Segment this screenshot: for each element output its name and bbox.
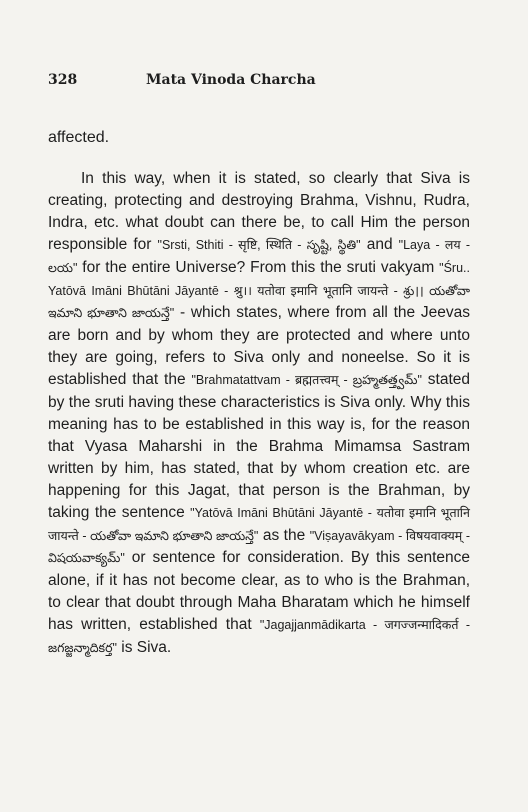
quoted-term: "Yatōvā Imāni Bhūtāni Jāyantē - यतोवा इमानि भूतानि जायन्ते - యతోవా ఇమాని భూతాని జాయన్తే": [48, 505, 470, 543]
quoted-term: "Śru.. Yatōvā Imāni Bhūtāni Jāyantē - श्रु।। यतोवा इमानि भूतानि जायन्ते - శ్రు।। యతోవా ఇమాని భూతాని జాయన్తే": [48, 260, 470, 321]
continued-text: affected.: [48, 129, 110, 146]
quoted-term: "Jagajjanmādikarta - जगज्जन्मादिकर्त - జగజ్జన్మాదికర్త": [48, 618, 470, 656]
page-number: 328: [48, 72, 78, 88]
text-run: is Siva.: [116, 639, 172, 657]
text-run: stated by the sruti having these characteristics is Siva only. Why this meaning has to be established in this way is, for the reason that Vyasa Maharshi in the Brahma Mimamsa Sastram written by him, has stated, that by whom creation etc. are happening for this Jagat, that person is the Brahman, by taking the sentence: [48, 371, 470, 521]
text-run: for the entire Universe? From this the sruti vakyam: [77, 258, 440, 276]
quoted-term: "Brahmatattvam - ब्रह्मतत्त्वम् - బ్రహ్మతత్త్వమ్": [191, 373, 422, 388]
main-paragraph: [48, 168, 470, 660]
quoted-term: "Viṣayavākyam - विषयवाक्यम् - విషయవాక్యమ్": [48, 528, 471, 566]
running-title: Mata Vinoda Charcha: [146, 72, 316, 88]
page-header: [48, 72, 488, 88]
text-run: In this way, when it is stated, so clearly that Siva is creating, protecting and destroying Brahma, Vishnu, Rudra, Indra, etc. what doubt can there be, to call Him the person responsible for: [48, 170, 470, 253]
text-run: as the: [258, 526, 310, 544]
text-run: and: [360, 235, 399, 253]
quoted-term: "Laya - लय - లయ": [48, 237, 470, 275]
quoted-term: "Srsti, Sthiti - सृष्टि, स्थिति - సృష్టి, స్థితి": [157, 237, 361, 252]
text-run: or sentence for consideration. By this sentence alone, if it has not become clear, as to who is the Brahman, to clear that doubt through Maha Bharatam which he himself has written, established that: [48, 549, 470, 634]
text-run: - which states, where from all the Jeevas are born and by whom they are protected and where unto they are going, refers to Siva only and noneelse. So it is established that the: [48, 304, 470, 389]
paragraph-text: [48, 168, 470, 660]
